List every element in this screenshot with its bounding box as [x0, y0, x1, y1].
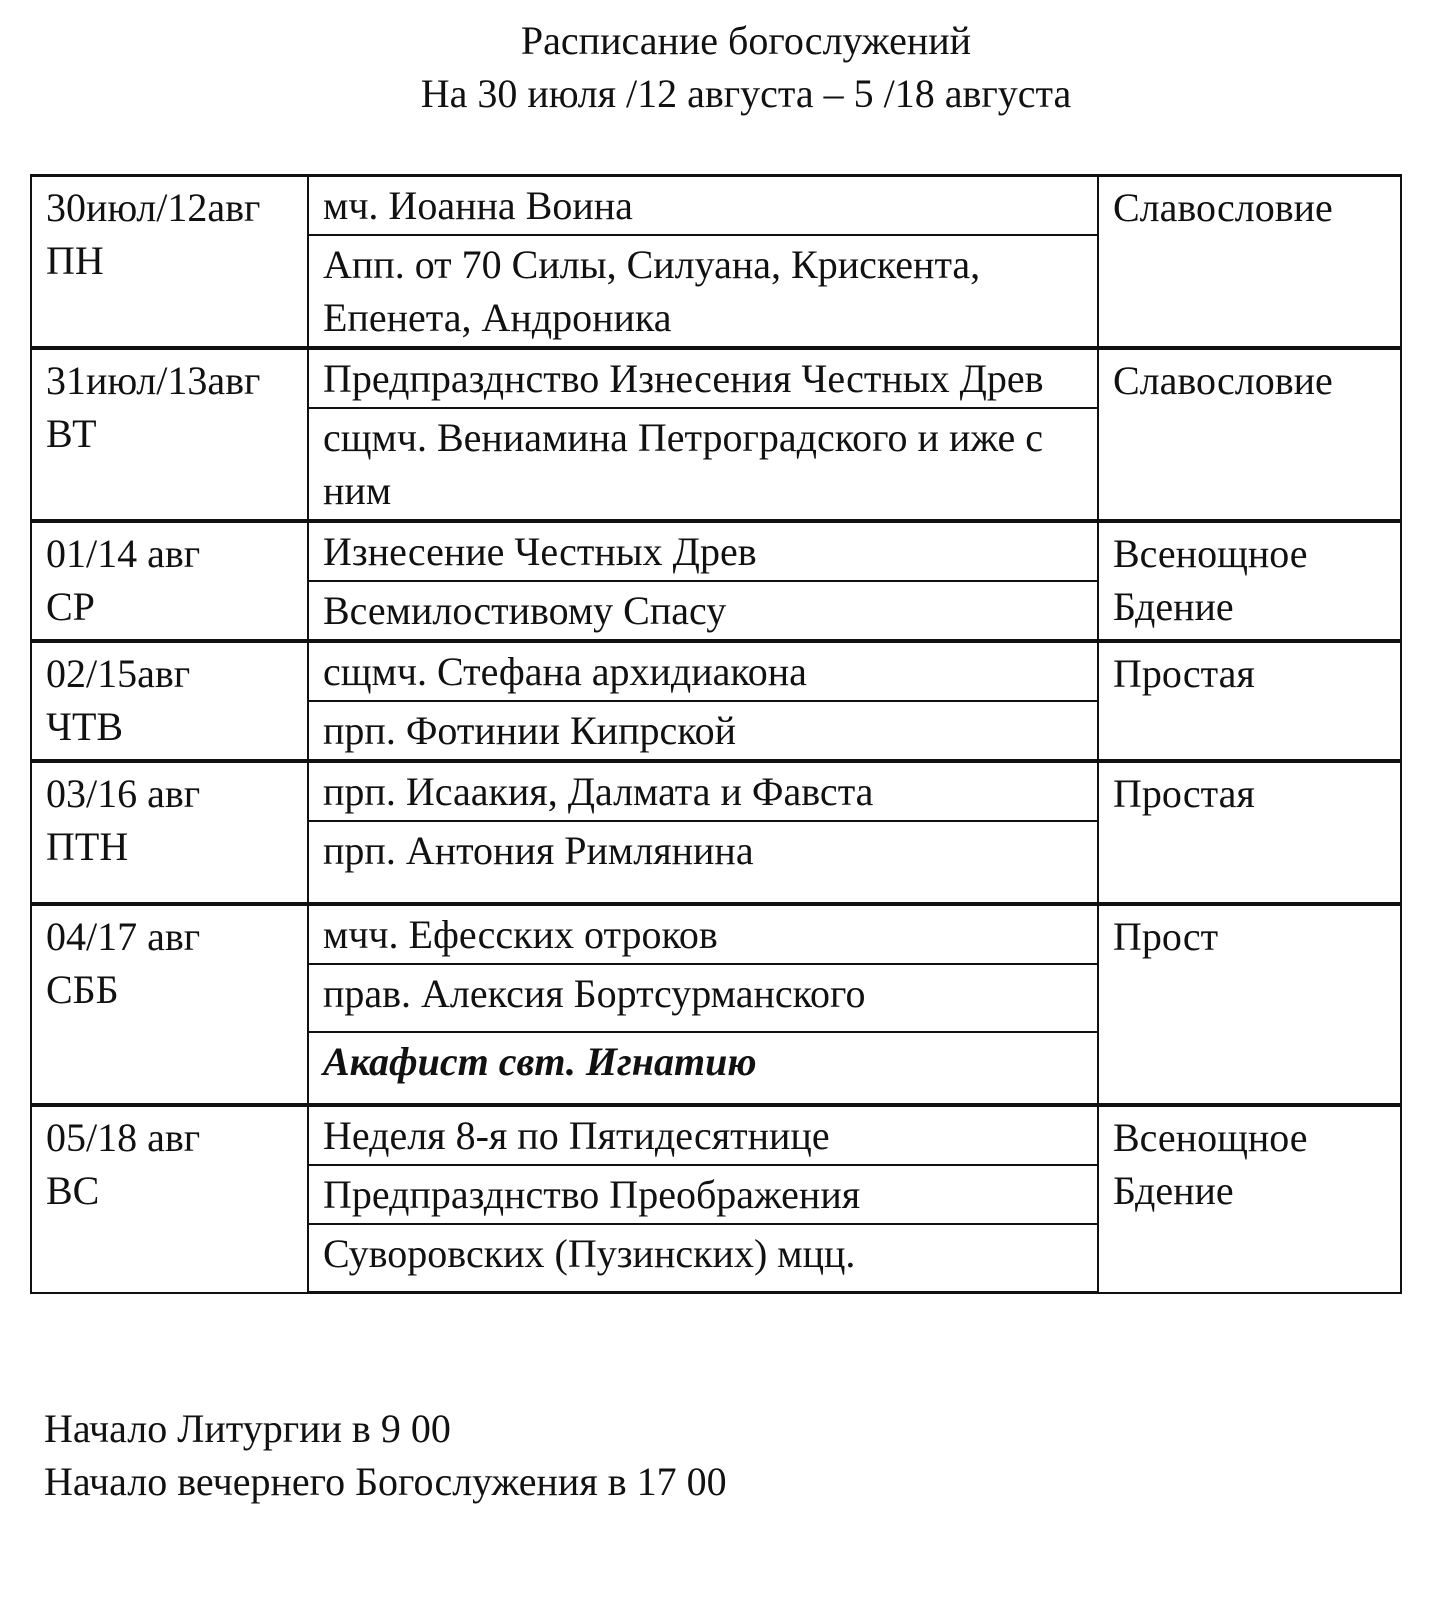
service-type-cell: Славословие [1098, 348, 1401, 521]
table-row [31, 761, 1401, 821]
weekday: ЧТВ [46, 704, 124, 749]
schedule-notes [44, 1402, 727, 1508]
commemoration-cell: Неделя 8-я по Пятидесятнице [308, 1105, 1098, 1165]
service-type-cell: Славословие [1098, 176, 1401, 349]
table-row [31, 176, 1401, 236]
weekday: СР [46, 584, 95, 629]
service-type-cell: Простая [1098, 641, 1401, 761]
table-row [31, 1105, 1401, 1165]
commemoration-cell: Суворовских (Пузинских) мцц. [308, 1224, 1098, 1293]
day-date: 05/18 авг [46, 1115, 201, 1160]
commemoration-cell: мчч. Ефесских отроков [308, 904, 1098, 964]
date-cell [31, 904, 308, 1105]
date-cell [31, 641, 308, 761]
date-range-subtitle: На 30 июля /12 августа – 5 /18 августа [420, 71, 1072, 116]
day-date: 01/14 авг [46, 531, 201, 576]
day-date: 30июл/12авг [46, 185, 261, 230]
document-header [0, 14, 1432, 120]
service-type-cell: Простая [1098, 761, 1401, 904]
table-row [31, 348, 1401, 408]
commemoration-cell: Всемилостивому Спасу [308, 581, 1098, 641]
day-date: 04/17 авг [46, 914, 201, 959]
service-type-cell: Всенощное Бдение [1098, 1105, 1401, 1293]
weekday: ВС [46, 1168, 100, 1213]
table-row [31, 904, 1401, 964]
commemoration-cell: Предпразднство Изнесения Честных Древ [308, 348, 1098, 408]
service-type-cell: Прост [1098, 904, 1401, 1105]
commemoration-cell: Предпразднство Преображения [308, 1165, 1098, 1224]
day-date: 03/16 авг [46, 771, 201, 816]
commemoration-cell: сщмч. Стефана архидиакона [308, 641, 1098, 701]
weekday: ВТ [46, 411, 97, 456]
table-row [31, 641, 1401, 701]
date-cell [31, 1105, 308, 1293]
table-row [31, 521, 1401, 581]
weekday: ПТН [46, 824, 129, 869]
weekday: ПН [46, 238, 104, 283]
commemoration-cell: сщмч. Вениамина Петроградского и иже с ним [308, 408, 1098, 521]
date-cell [31, 521, 308, 641]
weekday: СББ [46, 967, 119, 1012]
schedule-table [30, 174, 1402, 1294]
commemoration-cell: прав. Алексия Бортсурманского [308, 964, 1098, 1032]
date-cell [31, 348, 308, 521]
commemoration-cell: прп. Фотинии Кипрской [308, 701, 1098, 761]
document-title: Расписание богослужений [520, 18, 972, 63]
commemoration-cell: прп. Антония Римлянина [308, 821, 1098, 904]
commemoration-cell: мч. Иоанна Воина [308, 176, 1098, 236]
commemoration-cell: прп. Исаакия, Далмата и Фавста [308, 761, 1098, 821]
commemoration-cell: Изнесение Честных Древ [308, 521, 1098, 581]
date-cell [31, 176, 308, 349]
akathist-cell: Акафист свт. Игнатию [308, 1032, 1098, 1105]
liturgy-start-time: Начало Литургии в 9 00 [44, 1406, 451, 1451]
date-cell [31, 761, 308, 904]
commemoration-cell: Апп. от 70 Силы, Силуана, Крискента, Епенета, Андроника [308, 235, 1098, 348]
service-type-cell: Всенощное Бдение [1098, 521, 1401, 641]
day-date: 31июл/13авг [46, 358, 261, 403]
evening-service-start-time: Начало вечернего Богослужения в 17 00 [44, 1459, 727, 1504]
day-date: 02/15авг [46, 651, 191, 696]
